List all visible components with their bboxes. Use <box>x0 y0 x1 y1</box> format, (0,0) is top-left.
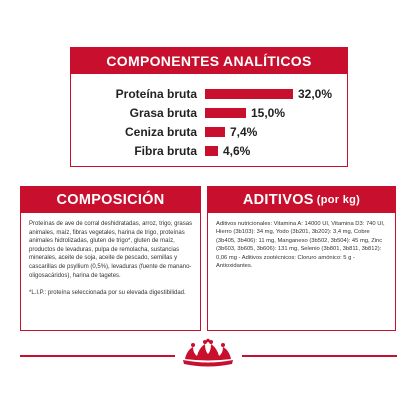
analytic-row-label: Ceniza bruta <box>124 125 197 139</box>
additives-body <box>216 220 389 270</box>
analytic-banner <box>70 47 348 74</box>
analytic-row-bar <box>205 108 246 118</box>
additives-title: ADITIVOS <box>242 191 314 208</box>
additives-banner <box>207 186 396 213</box>
analytic-title: COMPONENTES ANALÍTICOS <box>106 52 312 69</box>
additives-unit: (por kg) <box>316 193 361 206</box>
analytic-row-value: 32,0% <box>298 87 333 101</box>
composition-panel <box>20 186 201 331</box>
composition-body <box>29 220 194 298</box>
analytic-row <box>71 143 347 159</box>
additives-panel <box>207 186 396 331</box>
analytic-row <box>71 105 347 121</box>
analytic-row-bar <box>205 127 225 137</box>
composition-banner <box>20 186 201 213</box>
analytic-row-label: Fibra bruta <box>134 144 197 158</box>
analytic-row-label: Grasa bruta <box>129 106 197 120</box>
analytic-row-value: 15,0% <box>251 106 286 120</box>
analytic-panel <box>70 47 348 167</box>
royal-canin-crown-icon <box>177 338 239 368</box>
composition-title: COMPOSICIÓN <box>56 191 165 208</box>
composition-text: Proteínas de ave de corral deshidratadas, arroz, trigo, grasas animales, maíz, fibras vegetales, harina de trigo, proteínas animales hidrolizadas, gluten de trigo*, gluten de maíz, productos de levaduras, pulpa de remolacha, sustancias minerales, aceite de soja, aceite de pescado, semillas y cascarillas de psyllium (0,5%), levaduras (fuente de manano-oligosacáridos), harina de tagetes. <box>29 221 193 279</box>
analytic-row-bar <box>205 146 218 156</box>
footer-divider-right <box>242 355 397 357</box>
analytic-row-value: 4,6% <box>223 144 251 158</box>
analytic-row-value: 7,4% <box>230 125 258 139</box>
analytic-row <box>71 124 347 140</box>
footer-divider-left <box>20 355 175 357</box>
analytic-row <box>71 86 347 102</box>
analytic-row-label: Proteína bruta <box>115 87 197 101</box>
analytic-row-bar <box>205 89 293 99</box>
composition-note: *L.I.P.: proteína seleccionada por su elevada digestibilidad. <box>29 290 186 297</box>
additives-text: Aditivos nutricionales: Vitamina A: 14000 UI, Vitamina D3: 740 UI, Hierro (3b103): 34 mg, Yodo (3b201, 3b202): 3,4 mg, Cobre (3b405, 3b406): 11 mg, Manganeso (3b502, 3b504): 45 mg, Zinc (3b603, 3b605, 3b606): 131 mg, Selenio (3b801, 3b811, 3b812): 0,06 mg - Aditivos zootécnicos: Cloruro amónico: 5 g - Antioxidantes. <box>216 221 385 270</box>
